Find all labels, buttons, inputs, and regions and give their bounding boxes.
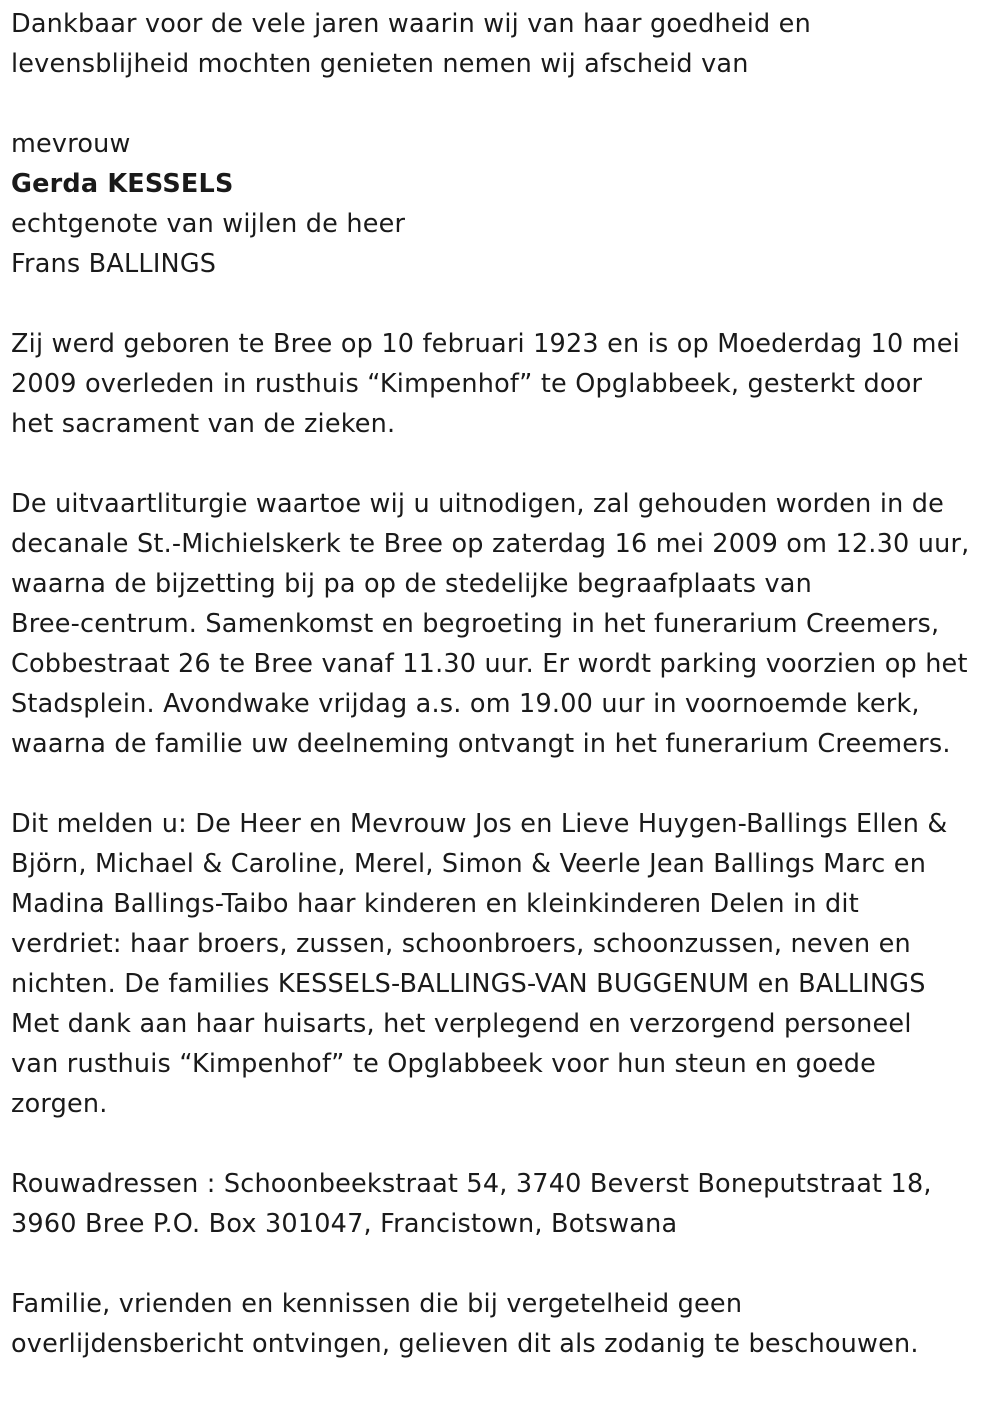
address-line: 3960 Bree P.O. Box 301047, Francistown, Botswana [11, 1209, 678, 1239]
closing-line: overlijdensbericht ontvingen, gelieven dit als zodanig te beschouwen. [11, 1329, 919, 1359]
family-line: Björn, Michael & Caroline, Merel, Simon & Veerle Jean Ballings Marc en [11, 849, 927, 879]
deceased-title: mevrouw [11, 129, 131, 159]
addresses-paragraph [11, 1164, 996, 1244]
paragraph-spacer [11, 1124, 996, 1164]
paragraph-spacer [11, 1244, 996, 1284]
intro-line: levensblijheid mochten genieten nemen wij afscheid van [11, 49, 749, 79]
birth-death-paragraph [11, 324, 996, 444]
deceased-relation: echtgenote van wijlen de heer [11, 209, 406, 239]
family-line: Madina Ballings-Taibo haar kinderen en kleinkinderen Delen in dit [11, 889, 859, 919]
funeral-line: Stadsplein. Avondwake vrijdag a.s. om 19.00 uur in voornoemde kerk, [11, 689, 920, 719]
funeral-line: Bree-centrum. Samenkomst en begroeting in het funerarium Creemers, [11, 609, 940, 639]
family-line: nichten. De families KESSELS-BALLINGS-VAN BUGGENUM en BALLINGS [11, 969, 926, 999]
closing-line: Familie, vrienden en kennissen die bij vergetelheid geen [11, 1289, 743, 1319]
birth-death-line: het sacrament van de zieken. [11, 409, 396, 439]
funeral-paragraph [11, 484, 996, 764]
funeral-line: waarna de bijzetting bij pa op de stedelijke begraafplaats van [11, 569, 812, 599]
intro-line: Dankbaar voor de vele jaren waarin wij van haar goedheid en [11, 9, 811, 39]
intro-paragraph [11, 4, 996, 84]
closing-paragraph [11, 1284, 996, 1364]
address-line: Rouwadressen : Schoonbeekstraat 54, 3740 Beverst Boneputstraat 18, [11, 1169, 932, 1199]
deceased-name: Gerda KESSELS [11, 169, 234, 199]
deceased-block [11, 124, 996, 284]
family-line: zorgen. [11, 1089, 108, 1119]
funeral-line: decanale St.-Michielskerk te Bree op zaterdag 16 mei 2009 om 12.30 uur, [11, 529, 970, 559]
paragraph-spacer [11, 764, 996, 804]
paragraph-spacer [11, 84, 996, 124]
funeral-line: Cobbestraat 26 te Bree vanaf 11.30 uur. Er wordt parking voorzien op het [11, 649, 968, 679]
funeral-line: waarna de familie uw deelneming ontvangt in het funerarium Creemers. [11, 729, 951, 759]
birth-death-line: 2009 overleden in rusthuis “Kimpenhof” te Opglabbeek, gesterkt door [11, 369, 923, 399]
birth-death-line: Zij werd geboren te Bree op 10 februari 1923 en is op Moederdag 10 mei [11, 329, 960, 359]
family-line: Dit melden u: De Heer en Mevrouw Jos en Lieve Huygen-Ballings Ellen & [11, 809, 948, 839]
spouse-name: Frans BALLINGS [11, 249, 217, 279]
paragraph-spacer [11, 284, 996, 324]
family-line: Met dank aan haar huisarts, het verplegend en verzorgend personeel [11, 1009, 912, 1039]
funeral-line: De uitvaartliturgie waartoe wij u uitnodigen, zal gehouden worden in de [11, 489, 945, 519]
family-line: van rusthuis “Kimpenhof” te Opglabbeek voor hun steun en goede [11, 1049, 877, 1079]
paragraph-spacer [11, 444, 996, 484]
family-paragraph [11, 804, 996, 1124]
obituary-notice [11, 4, 996, 1364]
family-line: verdriet: haar broers, zussen, schoonbroers, schoonzussen, neven en [11, 929, 911, 959]
